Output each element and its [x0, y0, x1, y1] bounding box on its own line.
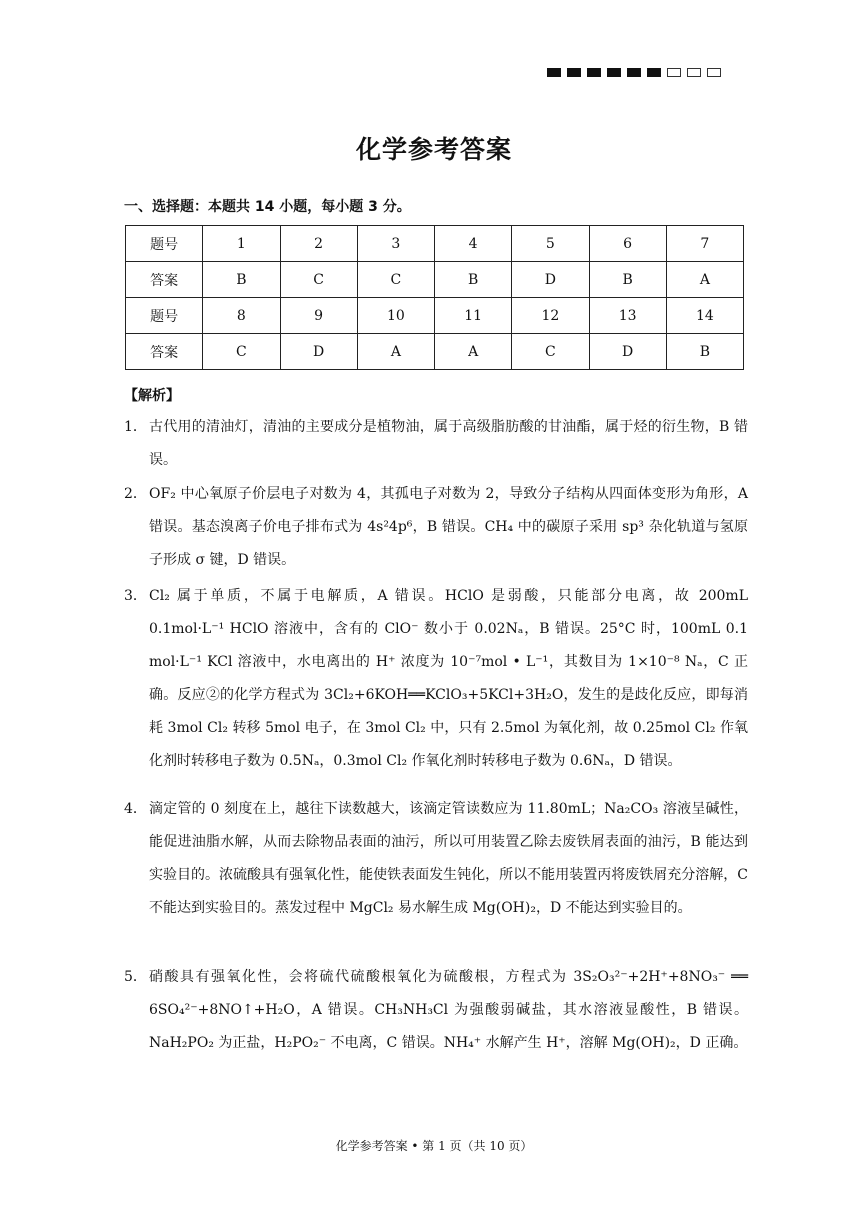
filled-square-mark — [647, 68, 661, 77]
table-cell: C — [280, 262, 357, 298]
table-cell: B — [666, 334, 743, 370]
table-cell: 13 — [589, 298, 666, 334]
table-cell: D — [280, 334, 357, 370]
table-cell: B — [589, 262, 666, 298]
table-cell: 1 — [203, 226, 280, 262]
outline-square-mark — [667, 68, 681, 77]
explanation-number: 2． — [124, 486, 147, 502]
table-row — [126, 226, 744, 262]
table-cell: 4 — [435, 226, 512, 262]
explanation-number: 3． — [124, 588, 147, 604]
table-cell: 11 — [435, 298, 512, 334]
page-title: 化学参考答案 — [355, 135, 512, 164]
outline-square-mark — [687, 68, 701, 77]
table-cell: 6 — [589, 226, 666, 262]
explanation-item — [124, 961, 748, 1060]
table-cell: A — [666, 262, 743, 298]
table-cell: 7 — [666, 226, 743, 262]
section-heading: 一、选择题：本题共 14 小题，每小题 3 分。 — [124, 199, 411, 215]
filled-square-mark — [587, 68, 601, 77]
filled-square-mark — [567, 68, 581, 77]
table-cell: 14 — [666, 298, 743, 334]
outline-square-mark — [707, 68, 721, 77]
table-cell: B — [203, 262, 280, 298]
table-cell: D — [589, 334, 666, 370]
explanation-item — [124, 580, 762, 778]
table-cell: D — [512, 262, 589, 298]
explanation-text: 古代用的清油灯，清油的主要成分是植物油，属于高级脂肪酸的甘油酯，属于烃的衍生物，B 错误。 — [149, 419, 748, 468]
table-row-header: 题号 — [126, 226, 203, 262]
table-cell: 8 — [203, 298, 280, 334]
table-cell: C — [357, 262, 434, 298]
table-cell: 12 — [512, 298, 589, 334]
answer-table — [125, 225, 744, 370]
header-marks — [547, 68, 721, 77]
filled-square-mark — [607, 68, 621, 77]
explanation-text: 硝酸具有强氧化性，会将硫代硫酸根氧化为硫酸根，方程式为 3S₂O₃²⁻+2H⁺+8NO₃⁻ ══ 6SO₄²⁻+8NO↑+H₂O，A 错误。CH₃NH₃Cl 为强酸弱碱盐，其水溶液显酸性，B 错误。NaH₂PO₂ 为正盐，H₂PO₂⁻ 不电离，C 错误。NH₄⁺ 水解产生 H⁺，溶解 Mg(OH)₂，D 正确。 — [149, 969, 748, 1051]
table-cell: 2 — [280, 226, 357, 262]
explanation-item — [124, 478, 748, 577]
table-row — [126, 334, 744, 370]
explanation-text: OF₂ 中心氧原子价层电子对数为 4，其孤电子对数为 2，导致分子结构从四面体变形为角形，A 错误。基态溴离子价电子排布式为 4s²4p⁶，B 错误。CH₄ 中的碳原子采用 sp³ 杂化轨道与氢原子形成 σ 键，D 错误。 — [149, 486, 748, 568]
explanation-number: 1． — [124, 419, 147, 435]
analysis-label: 【解析】 — [124, 388, 180, 404]
explanation-item — [124, 411, 748, 477]
table-row — [126, 298, 744, 334]
explanation-number: 4． — [124, 801, 147, 817]
table-cell: C — [203, 334, 280, 370]
table-cell: 9 — [280, 298, 357, 334]
filled-square-mark — [547, 68, 561, 77]
table-cell: 5 — [512, 226, 589, 262]
page-footer: 化学参考答案 • 第 1 页（共 10 页） — [335, 1139, 533, 1153]
table-cell: A — [435, 334, 512, 370]
table-row — [126, 262, 744, 298]
filled-square-mark — [627, 68, 641, 77]
table-cell: C — [512, 334, 589, 370]
table-row-header: 题号 — [126, 298, 203, 334]
explanation-text: Cl₂ 属于单质，不属于电解质，A 错误。HClO 是弱酸，只能部分电离，故 200mL 0.1mol·L⁻¹ HClO 溶液中，含有的 ClO⁻ 数小于 0.02Nₐ，B 错误。25°C 时，100mL 0.1 mol·L⁻¹ KCl 溶液中，水电离出的 H⁺ 浓度为 10⁻⁷mol • L⁻¹，其数目为 1×10⁻⁸ Nₐ，C 正确。反应②的化学方程式为 3Cl₂+6KOH══KClO₃+5KCl+3H₂O，发生的是歧化反应，即每消耗 3mol Cl₂ 转移 5mol 电子，在 3mol Cl₂ 中，只有 2.5mol 为氧化剂，故 0.25mol Cl₂ 作氧化剂时转移电子数为 0.5Nₐ，0.3mol Cl₂ 作氧化剂时转移电子数为 0.6Nₐ，D 错误。 — [149, 588, 762, 769]
explanation-item — [124, 793, 748, 925]
table-cell: A — [357, 334, 434, 370]
table-row-header: 答案 — [126, 262, 203, 298]
explanation-text: 滴定管的 0 刻度在上，越往下读数越大，该滴定管读数应为 11.80mL；Na₂CO₃ 溶液呈碱性，能促进油脂水解，从而去除物品表面的油污，所以可用装置乙除去废铁屑表面的油污，B 能达到实验目的。浓硫酸具有强氧化性，能使铁表面发生钝化，所以不能用装置丙将废铁屑充分溶解，C 不能达到实验目的。蒸发过程中 MgCl₂ 易水解生成 Mg(OH)₂，D 不能达到实验目的。 — [149, 801, 748, 916]
table-row-header: 答案 — [126, 334, 203, 370]
explanation-number: 5． — [124, 969, 147, 985]
table-cell: 3 — [357, 226, 434, 262]
table-cell: 10 — [357, 298, 434, 334]
table-cell: B — [435, 262, 512, 298]
